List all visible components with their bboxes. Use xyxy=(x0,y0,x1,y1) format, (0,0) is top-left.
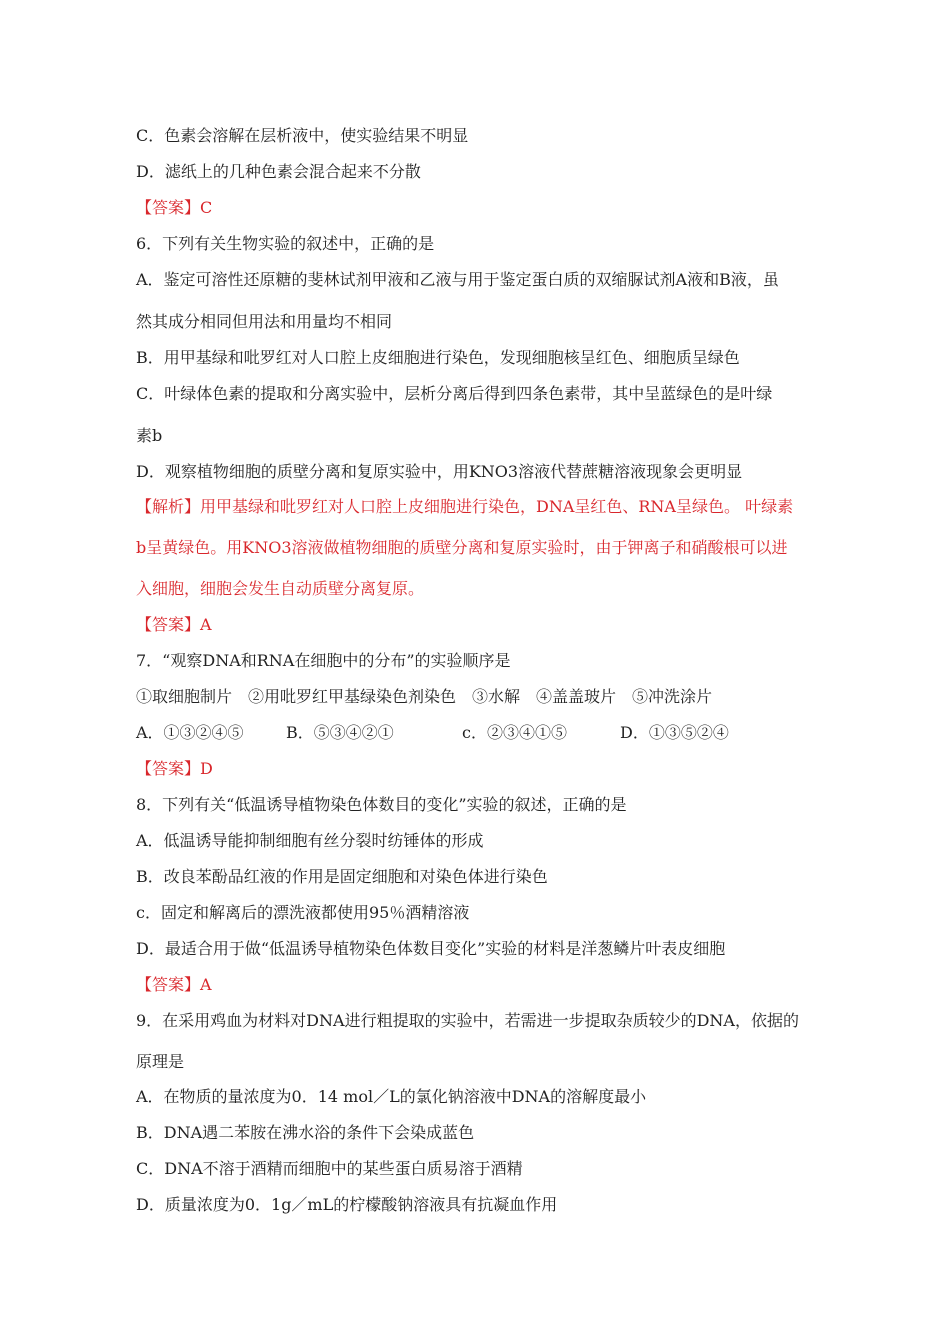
q9-option-b: B．DNA遇二苯胺在沸水浴的条件下会染成蓝色 xyxy=(136,1123,475,1142)
q7-option-c: c．②③④①⑤ xyxy=(462,723,567,742)
q6-analysis-line3: 入细胞，细胞会发生自动质壁分离复原。 xyxy=(136,579,425,598)
q6-answer: 【答案】A xyxy=(136,615,212,634)
q6-analysis-line2: b呈黄绿色。用KNO3溶液做植物细胞的质壁分离和复原实验时，由于钾离子和硝酸根可以进 xyxy=(136,538,788,557)
q7-option-d: D．①③⑤②④ xyxy=(620,723,729,742)
q9-stem-line2: 原理是 xyxy=(136,1052,185,1071)
q6-option-c-line2: 素b xyxy=(136,426,163,445)
q5-answer: 【答案】C xyxy=(136,198,213,217)
q9-stem-line1: 9．在采用鸡血为材料对DNA进行粗提取的实验中，若需进一步提取杂质较少的DNA，依据的 xyxy=(136,1011,799,1030)
q6-option-d: D．观察植物细胞的质壁分离和复原实验中，用KNO3溶液代替蔗糖溶液现象会更明显 xyxy=(136,462,743,481)
q7-option-b: B．⑤③④②① xyxy=(286,723,394,742)
q6-option-a-line2: 然其成分相同但用法和用量均不相同 xyxy=(136,312,393,331)
q6-option-a-line1: A．鉴定可溶性还原糖的斐林试剂甲液和乙液与用于鉴定蛋白质的双缩脲试剂A液和B液，虽 xyxy=(136,270,779,289)
q8-option-b: B．改良苯酚品红液的作用是固定细胞和对染色体进行染色 xyxy=(136,867,548,886)
q6-option-b: B．用甲基绿和吡罗红对人口腔上皮细胞进行染色，发现细胞核呈红色、细胞质呈绿色 xyxy=(136,348,740,367)
q6-stem: 6．下列有关生物实验的叙述中，正确的是 xyxy=(136,234,435,253)
q6-analysis-line1: 【解析】用甲基绿和吡罗红对人口腔上皮细胞进行染色，DNA呈红色、RNA呈绿色。 叶绿素 xyxy=(136,497,794,516)
q7-steps: ①取细胞制片 ②用吡罗红甲基绿染色剂染色 ③水解 ④盖盖玻片 ⑤冲洗涂片 xyxy=(136,687,713,706)
q7-stem: 7．“观察DNA和RNA在细胞中的分布”的实验顺序是 xyxy=(136,651,511,670)
q9-option-a: A．在物质的量浓度为0．14 mol／L的氯化钠溶液中DNA的溶解度最小 xyxy=(136,1087,647,1106)
q8-option-d: D．最适合用于做“低温诱导植物染色体数目变化”实验的材料是洋葱鳞片叶表皮细胞 xyxy=(136,939,726,958)
q6-option-c-line1: C．叶绿体色素的提取和分离实验中，层析分离后得到四条色素带，其中呈蓝绿色的是叶绿 xyxy=(136,384,773,403)
q9-option-c: C．DNA不溶于酒精而细胞中的某些蛋白质易溶于酒精 xyxy=(136,1159,523,1178)
q7-option-a: A．①③②④⑤ xyxy=(136,723,244,742)
q7-options-row xyxy=(136,723,729,743)
q9-option-d: D．质量浓度为0．1g／mL的柠檬酸钠溶液具有抗凝血作用 xyxy=(136,1195,558,1214)
q5-option-c: C．色素会溶解在层析液中，使实验结果不明显 xyxy=(136,126,469,145)
q8-option-c: c．固定和解离后的漂洗液都使用95％酒精溶液 xyxy=(136,903,470,922)
q8-stem: 8．下列有关“低温诱导植物染色体数目的变化”实验的叙述，正确的是 xyxy=(136,795,627,814)
q8-answer: 【答案】A xyxy=(136,975,212,994)
q5-option-d: D．滤纸上的几种色素会混合起来不分散 xyxy=(136,162,421,181)
q8-option-a: A．低温诱导能抑制细胞有丝分裂时纺锤体的形成 xyxy=(136,831,484,850)
q7-answer: 【答案】D xyxy=(136,759,213,778)
